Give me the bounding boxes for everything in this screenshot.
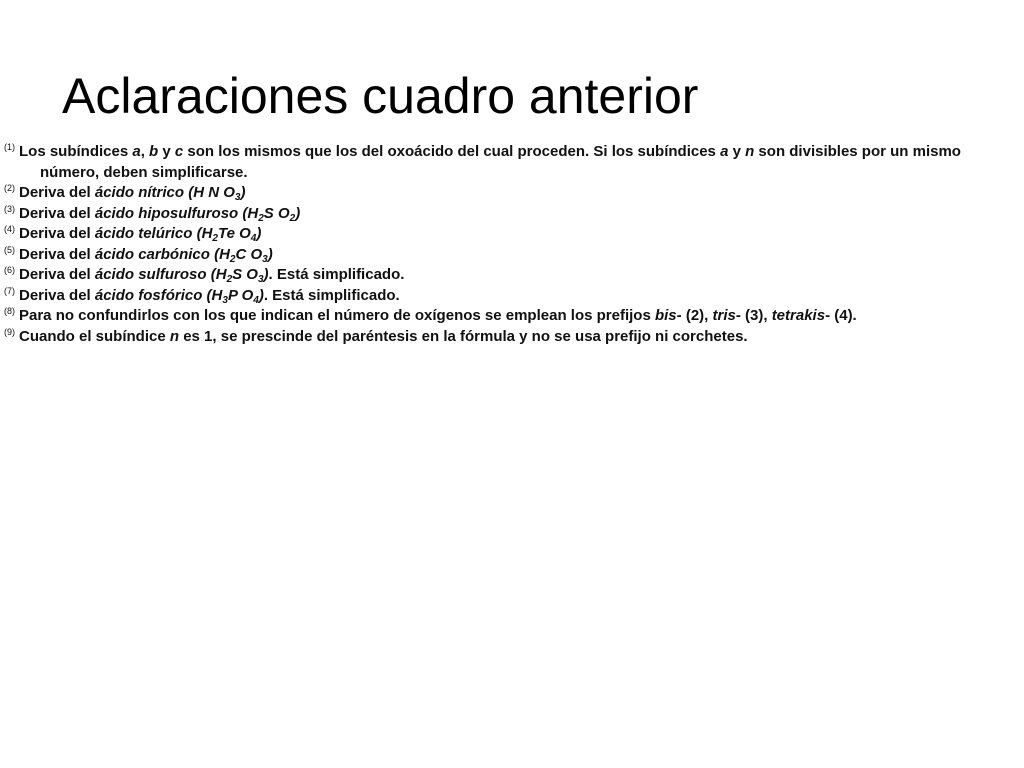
footnote-number: (7) bbox=[4, 285, 15, 296]
formula: ($H_2S$ $O_2$) bbox=[238, 204, 301, 224]
note-5: $^{(5)}$ Deriva del ácido carbónico ($H_2C$ $O_3$) bbox=[4, 244, 273, 265]
formula: ($H_2S$ $O_3$) bbox=[206, 266, 269, 285]
footnote-number: (2) bbox=[4, 183, 15, 193]
note-7: $^{(7)}$ Deriva del ácido fosfórico ($H_3P$ $O_4$). Está simplificado. bbox=[4, 285, 400, 306]
prefix: bis bbox=[654, 307, 677, 324]
footnote-number: (1) bbox=[4, 142, 15, 152]
formula: ($H_3P$ $O_4$) bbox=[202, 286, 264, 306]
footnote-number: (9) bbox=[4, 326, 15, 337]
acid-name: ácido telúrico bbox=[94, 225, 193, 242]
prefix: tetrakis bbox=[771, 307, 826, 324]
footnote-number: (8) bbox=[4, 306, 15, 316]
acid-name: ácido hiposulfuroso bbox=[94, 204, 239, 222]
page-title: Aclaraciones cuadro anterior bbox=[62, 68, 699, 124]
acid-name: ácido carbónico bbox=[94, 245, 210, 263]
note-4: $^{(4)}$ Deriva del ácido telúrico ($H_2Te$ $O_4$) bbox=[4, 224, 262, 244]
footnote-number: (5) bbox=[4, 244, 15, 255]
acid-name: ácido nítrico bbox=[94, 184, 185, 201]
note-2: $^{(2)}$ Deriva del ácido nítrico (H N $O_3$) bbox=[4, 183, 246, 203]
acid-name: ácido sulfuroso bbox=[94, 266, 207, 283]
formula: ($H_2C$ $O_3$) bbox=[209, 245, 273, 265]
notes-list bbox=[4, 142, 1020, 347]
formula: (H N $O_3$) bbox=[184, 184, 246, 203]
formula: ($H_2Te$ $O_4$) bbox=[192, 225, 262, 244]
note-6: $^{(6)}$ Deriva del ácido sulfuroso ($H_2S$ $O_3$). Está simplificado. bbox=[4, 265, 405, 285]
acid-name: ácido fosfórico bbox=[94, 286, 203, 304]
note-1: $^{(1)}$ Los subíndices a, b y c son los mismos que los del oxoácido del cual proceden. Si los subíndices a y n son divisibles por un mismo número, deben simplificarse. bbox=[4, 142, 961, 181]
note-9: $^{(9)}$ Cuando el subíndice n es 1, se prescinde del paréntesis en la fórmula y no se usa prefijo ni corchetes. bbox=[4, 326, 748, 345]
footnote-number: (6) bbox=[4, 265, 15, 275]
prefix: tris bbox=[712, 307, 736, 324]
note-3: $^{(3)}$ Deriva del ácido hiposulfuroso ($H_2S$ $O_2$) bbox=[4, 203, 301, 224]
note-8: $^{(8)}$ Para no confundirlos con los que indican el número de oxígenos se emplean los prefijos bis- (2), tris- (3), tetrakis- (4). bbox=[4, 306, 857, 324]
footnote-number: (4) bbox=[4, 224, 15, 234]
footnote-number: (3) bbox=[4, 203, 15, 214]
